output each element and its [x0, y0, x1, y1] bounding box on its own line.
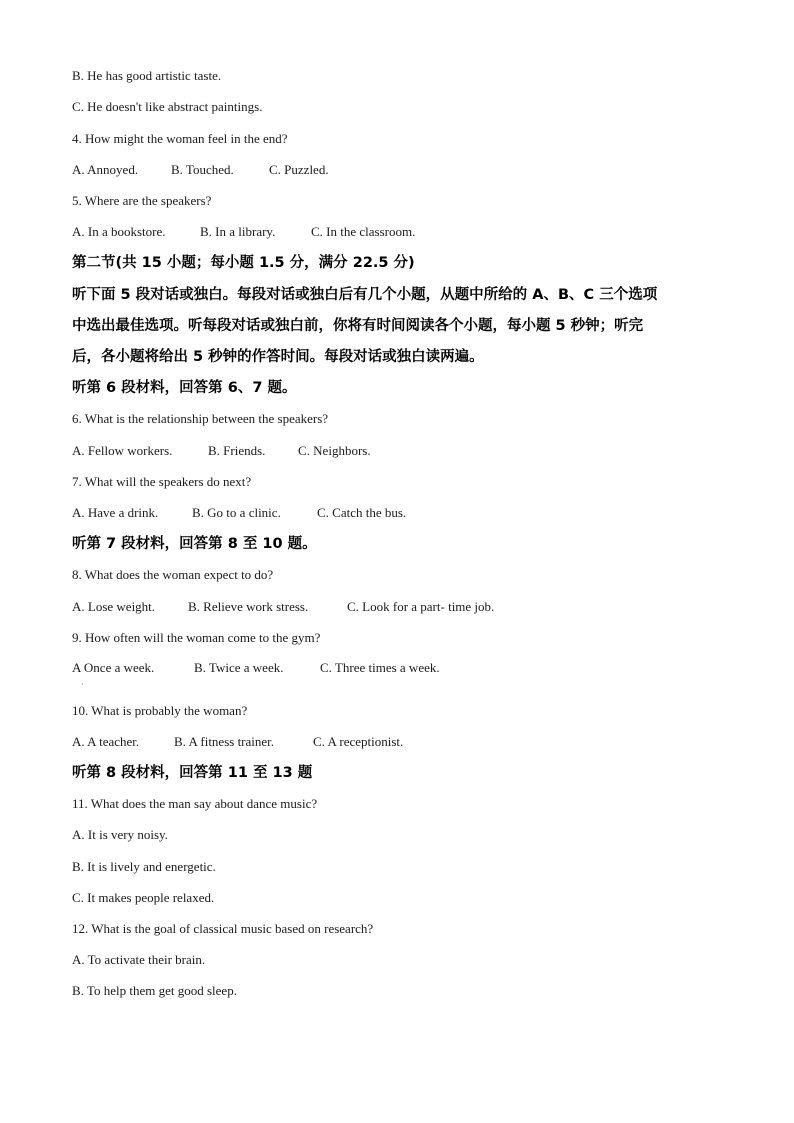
- q8-options: [72, 599, 494, 615]
- instructions-line-3: 后，各小题将给出 5 秒钟的作答时间。每段对话或独白读两遍。: [72, 349, 484, 365]
- q5-options: [72, 224, 415, 240]
- q4-options: [72, 162, 329, 178]
- q11-option-b: B. It is lively and energetic.: [72, 859, 216, 874]
- q7-options: [72, 505, 406, 521]
- q8-option-c: C. Look for a part- time job.: [347, 599, 495, 614]
- q6-option-a: A. Fellow workers.: [72, 443, 173, 458]
- q6-option-c: C. Neighbors.: [298, 443, 371, 458]
- question-4: 4. How might the woman feel in the end?: [72, 131, 288, 146]
- question-6: 6. What is the relationship between the speakers?: [72, 411, 329, 426]
- q7-option-b: B. Go to a clinic.: [192, 505, 281, 520]
- question-10: 10. What is probably the woman?: [72, 703, 248, 718]
- q12-option-b: B. To help them get good sleep.: [72, 983, 237, 998]
- question-11: 11. What does the man say about dance music?: [72, 796, 318, 811]
- q9-option-a: A Once a week.: [72, 660, 155, 675]
- material-8-heading: 听第 8 段材料，回答第 11 至 13 题: [72, 765, 313, 781]
- material-6-heading: 听第 6 段材料，回答第 6、7 题。: [72, 380, 297, 396]
- q10-option-c: C. A receptionist.: [313, 734, 404, 749]
- q10-options: [72, 734, 403, 750]
- q3-option-c: C. He doesn't like abstract paintings.: [72, 99, 263, 114]
- q6-options: [72, 443, 371, 459]
- question-9: 9. How often will the woman come to the gym?: [72, 630, 321, 645]
- q7-option-a: A. Have a drink.: [72, 505, 159, 520]
- question-12: 12. What is the goal of classical music based on research?: [72, 921, 374, 936]
- q4-option-a: A. Annoyed.: [72, 162, 139, 177]
- q6-option-b: B. Friends.: [208, 443, 266, 458]
- q5-option-a: A. In a bookstore.: [72, 224, 166, 239]
- q10-option-b: B. A fitness trainer.: [174, 734, 275, 749]
- q3-option-b: B. He has good artistic taste.: [72, 68, 222, 83]
- q12-option-a: A. To activate their brain.: [72, 952, 206, 967]
- material-7-heading: 听第 7 段材料，回答第 8 至 10 题。: [72, 536, 317, 552]
- q8-option-b: B. Relieve work stress.: [188, 599, 309, 614]
- instructions-line-2: 中选出最佳选项。听每段对话或独白前，你将有时间阅读各个小题，每小题 5 秒钟；听完: [72, 318, 644, 334]
- section-2-heading: 第二节(共 15 小题；每小题 1.5 分，满分 22.5 分): [72, 255, 415, 271]
- q11-option-a: A. It is very noisy.: [72, 827, 168, 842]
- q9-option-c: C. Three times a week.: [320, 660, 440, 675]
- question-7: 7. What will the speakers do next?: [72, 474, 252, 489]
- q8-option-a: A. Lose weight.: [72, 599, 156, 614]
- q9-option-b: B. Twice a week.: [194, 660, 284, 675]
- q7-option-c: C. Catch the bus.: [317, 505, 407, 520]
- question-8: 8. What does the woman expect to do?: [72, 567, 274, 582]
- q4-option-b: B. Touched.: [171, 162, 234, 177]
- q11-option-c: C. It makes people relaxed.: [72, 890, 215, 905]
- stray-mark: ·: [81, 680, 84, 689]
- q9-options: [72, 660, 440, 676]
- question-5: 5. Where are the speakers?: [72, 193, 212, 208]
- q5-option-b: B. In a library.: [200, 224, 276, 239]
- q5-option-c: C. In the classroom.: [311, 224, 416, 239]
- instructions-line-1: 听下面 5 段对话或独白。每段对话或独白后有几个小题，从题中所给的 A、B、C 三个选项: [72, 287, 658, 303]
- q4-option-c: C. Puzzled.: [269, 162, 329, 177]
- q10-option-a: A. A teacher.: [72, 734, 140, 749]
